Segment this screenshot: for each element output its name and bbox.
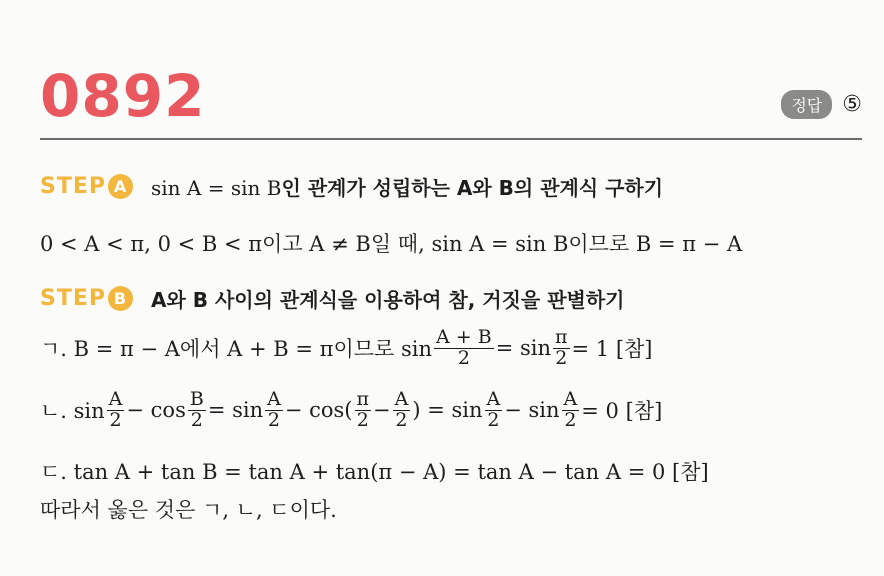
answer-value: ⑤	[842, 92, 862, 117]
item-giyeok: ㄱ. B = π − A에서 A + B = π이므로 sin $\frac{A + B}{2}$ = sin $\frac{\pi}{2}$ = 1 [참]	[40, 326, 653, 369]
step-a-letter-icon: A	[108, 174, 133, 199]
item-digeut: ㄷ. tan A + tan B = tan A + tan(π − A) = tan A − tan A = 0 [참]	[40, 460, 709, 484]
fraction: $\frac{A + B}{2}$	[436, 326, 492, 369]
fraction: $\frac{A}{2}$	[267, 388, 281, 431]
step-b-title: A와 B 사이의 관계식을 이용하여 참, 거짓을 판별하기	[151, 288, 625, 312]
step-a-label: STEP A	[40, 174, 133, 199]
fraction: $\frac{A}{2}$	[394, 388, 409, 431]
answer-area	[781, 90, 862, 119]
step-b-heading	[40, 284, 624, 313]
item-nieun: ㄴ. sin $\frac{A}{2}$ − cos $\frac{B}{2}$ = sin $\frac{A}{2}$ − cos( $\frac{\pi}{2}$ − $\frac{A}{2}$ ) = sin $\frac{A}{2}$ − sin $\frac{A}{2}$ = 0 [참]	[40, 388, 663, 431]
fraction: $\frac{\pi}{2}$	[555, 326, 568, 369]
header-divider	[40, 138, 862, 140]
answer-badge: 정답	[781, 90, 832, 119]
problem-number: 0892	[40, 62, 206, 130]
step-a-title: sin A = sin B인 관계가 성립하는 A와 B의 관계식 구하기	[151, 176, 664, 200]
step-a-derivation: 0 < A < π, 0 < B < π이고 A ≠ B일 때, sin A = sin B이므로 B = π − A	[40, 232, 743, 256]
fraction: $\frac{\pi}{2}$	[356, 388, 369, 431]
fraction: $\frac{A}{2}$	[486, 388, 501, 431]
conclusion: 따라서 옳은 것은 ㄱ, ㄴ, ㄷ이다.	[40, 498, 337, 522]
fraction: $\frac{A}{2}$	[108, 388, 123, 431]
step-a-heading	[40, 172, 663, 201]
fraction: $\frac{B}{2}$	[189, 388, 204, 431]
step-b-label: STEP B	[40, 286, 133, 311]
fraction: $\frac{A}{2}$	[563, 388, 578, 431]
step-b-letter-icon: B	[108, 286, 133, 311]
